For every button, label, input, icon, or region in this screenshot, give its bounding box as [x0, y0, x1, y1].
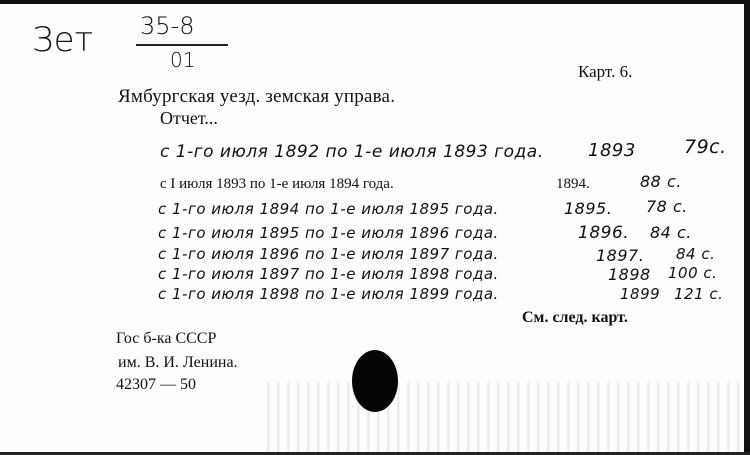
entry-period: с 1-го июля 1896 по 1-е июля 1897 года. [158, 245, 499, 263]
entry-year: 1893 [588, 140, 636, 161]
shelf-mark-divider [136, 44, 228, 46]
scan-speckle [260, 382, 740, 452]
entry-count: 121 с. [674, 285, 724, 303]
card-title: Ямбургская уезд. земская управа. [118, 86, 396, 107]
entry-period: с 1-го июля 1895 по 1-е июля 1896 года. [158, 224, 499, 242]
entry-row [158, 285, 499, 303]
entry-period: с 1-го июля 1894 по 1-е июля 1895 года. [158, 200, 499, 218]
library-stamp-line1: Гос б-ка СССР [116, 330, 217, 347]
entry-count: 78 с. [646, 197, 688, 216]
entry-year: 1895. [564, 199, 613, 218]
entry-year: 1898 [608, 265, 651, 284]
entry-year: 1896. [578, 223, 630, 243]
entry-row [160, 142, 544, 162]
library-stamp-line3: 42307 — 50 [116, 376, 196, 393]
punch-hole [352, 350, 398, 412]
entry-year: 1894. [556, 176, 590, 192]
see-next-card: См. след. карт. [522, 309, 628, 326]
entry-row [158, 265, 499, 283]
entry-year: 1899 [620, 285, 661, 303]
entry-period: с 1-го июля 1892 по 1-е июля 1893 года. [160, 142, 544, 162]
entry-period: с I июля 1893 по 1-е июля 1894 года. [160, 176, 394, 192]
shelf-mark-prefix: Зет [32, 20, 94, 60]
entry-period: с 1-го июля 1897 по 1-е июля 1898 года. [158, 265, 499, 283]
library-stamp-line2: им. В. И. Ленина. [118, 354, 238, 371]
entry-count: 88 с. [640, 172, 682, 191]
scan-edge-right [744, 0, 750, 455]
entry-count: 84 с. [650, 223, 692, 242]
entry-row [158, 245, 499, 263]
scan-edge-top [0, 0, 750, 4]
card-subtitle: Отчет... [160, 108, 218, 128]
shelf-mark-bottom: 01 [170, 48, 196, 72]
entry-period: с 1-го июля 1898 по 1-е июля 1899 года. [158, 285, 499, 303]
entry-row [160, 176, 394, 193]
entry-count: 79с. [684, 136, 727, 158]
card-number: Карт. 6. [578, 62, 633, 81]
entry-year: 1897. [596, 246, 645, 265]
entry-row [158, 224, 499, 242]
entry-row [158, 200, 499, 218]
entry-count: 84 с. [676, 245, 716, 263]
shelf-mark-top: 35-8 [140, 12, 195, 40]
entry-count: 100 с. [668, 264, 718, 282]
